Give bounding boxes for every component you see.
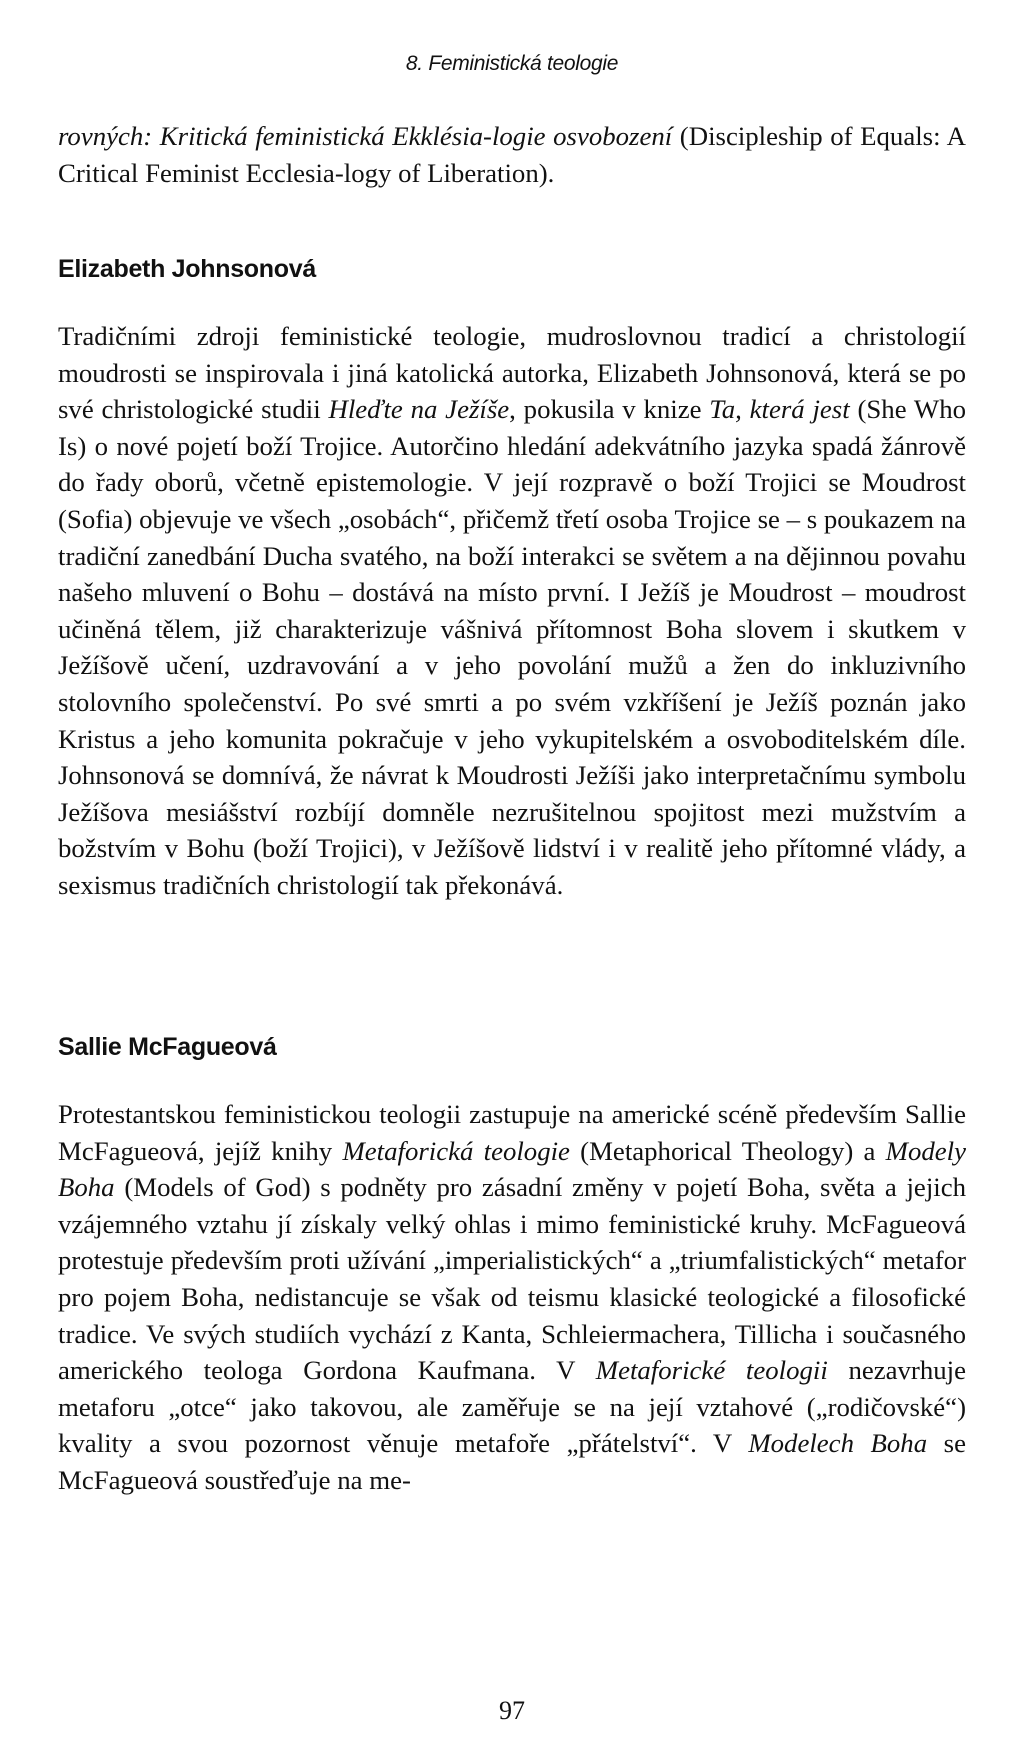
section-heading-johnson: Elizabeth Johnsonová [58, 255, 316, 283]
johnson-text-1: Tradičními zdroji feministické teologie, mudroslovnou tradicí a christologií moudrosti se inspirovala i jiná katolická autorka, Elizabeth Johnsonová, která se po své christologické studii [58, 321, 966, 425]
johnson-paragraph [58, 318, 966, 904]
mcfague-paragraph [58, 1096, 966, 1499]
page-number: 97 [499, 1696, 525, 1725]
mcfague-book-title-1: Metaforická teologie [342, 1135, 570, 1166]
section-heading-mcfague: Sallie McFagueová [58, 1033, 277, 1061]
mcfague-book-title-2: Modely Boha [58, 1135, 967, 1203]
intro-text: (Discipleship of Equals: A Critical Feminist Ecclesia-logy of Liberation). [58, 121, 966, 188]
mcfague-text-5: se McFagueová soustřeďuje na me- [58, 1428, 966, 1495]
intro-italic-title: rovných: Kritická feministická Ekklésia-logie osvobození [58, 121, 673, 151]
johnson-text-3: (She Who Is) o nové pojetí boží Trojice. Autorčino hledání adekvátního jazyka spadá žánrově do řady oborů, včetně epistemologie. V její rozpravě o boží Trojici se Moudrost (Sofia) objevuje ve všech „osobách“, přičemž třetí osoba Trojice se – s poukazem na tradiční zanedbání Ducha svatého, na boží interakci se světem a na dějinnou povahu našeho mluvení o Bohu – dostává na místo první. I Ježíš je Moudrost – moudrost učiněná tělem, již charakterizuje vášnivá přítomnost Boha slovem i skutkem v Ježíšově učení, uzdravování a v jeho povolání mužů a žen do inkluzivního stolovního společenství. Po své smrti a po svém vzkříšení je Ježíš poznán jako Kristus a jeho komunita pokračuje v jeho vykupitelském a osvoboditelském díle. Johnsonová se domnívá, že návrat k Moudrosti Ježíši jako interpretačnímu symbolu Ježíšova mesiášství rozbíjí domněle nezrušitelnou spojitost mezi mužstvím a božstvím v Bohu (boží Trojici), v Ježíšově lidství i v realitě jeho přítomné vlády, a sexismus tradičních christologií tak překonává. [58, 394, 966, 900]
johnson-book-title-1: Hleďte na Ježíše [328, 394, 510, 425]
mcfague-text-1: Protestantskou feministickou teologii zastupuje na americké scéně především Sallie McFagueová, jejíž knihy [58, 1099, 966, 1166]
running-header: 8. Feministická teologie [405, 52, 619, 75]
johnson-text-2: , pokusila v knize [509, 394, 710, 425]
intro-paragraph [58, 118, 966, 191]
mcfague-text-4: nezavrhuje metaforu „otce“ jako takovou, ale zaměřuje se na její vztahové („rodičovské“) kvality a svou pozornost věnuje metafoře „přátelství“. V [58, 1355, 966, 1459]
mcfague-book-title-3: Metaforické teologii [595, 1355, 828, 1386]
mcfague-text-3: (Models of God) s podněty pro zásadní změny v pojetí Boha, světa a jejich vzájemného vztahu jí získaly velký ohlas i mimo feministické kruhy. McFagueová protestuje především proti užívání „imperialistických“ a „triumfalistických“ metafor pro pojem Boha, nedistancuje se však od teismu klasické teologické a filosofické tradice. Ve svých studiích vychází z Kanta, Schleiermachera, Tillicha i současného amerického teologa Gordona Kaufmana. V [58, 1172, 966, 1386]
johnson-book-title-2: Ta, která jest [709, 394, 850, 425]
mcfague-book-title-4: Modelech Boha [748, 1428, 928, 1459]
mcfague-text-2: (Metaphorical Theology) a [569, 1135, 886, 1166]
